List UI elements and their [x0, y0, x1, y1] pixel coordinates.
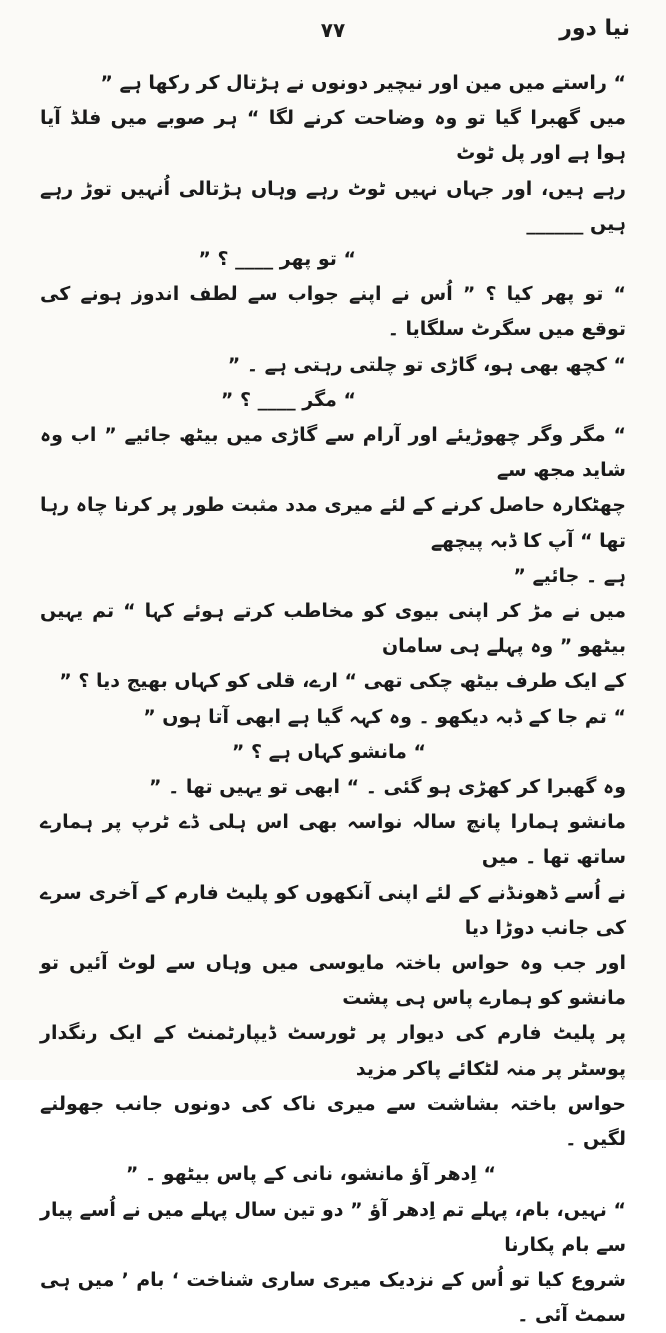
story-text — [40, 66, 626, 1333]
text-line-20: حواس باختہ بشاشت سے میری ناک کی دونوں جانب جھولنے لگیں ۔ — [40, 1092, 626, 1151]
text-line-14: “ مانشو کہاں ہے ؟ ” — [231, 740, 426, 763]
text-line-10: ہے ۔ جائیے ” — [513, 564, 626, 587]
text-line-6: “ کچھ بھی ہو، گاڑی تو چلتی رہتی ہے ۔ ” — [227, 353, 626, 376]
text-line-15: وہ گھبرا کر کھڑی ہو گئی ۔ “ ابھی تو یہیں تھا ۔ ” — [148, 776, 626, 799]
text-line-1: “ راستے میں مین اور نیچیر دونوں نے ہڑتال کر رکھا ہے ” — [100, 72, 626, 94]
text-line-3: رہے ہیں، اور جہاں نہیں ٹوٹ رہے وہاں ہڑتالی اُنہیں توڑ رہے ہیں ______ — [40, 177, 626, 235]
text-line-11: میں نے مڑ کر اپنی بیوی کو مخاطب کرتے ہوئے کہا “ تم یہیں بیٹھو ” وہ پہلے ہی سامان — [40, 600, 626, 658]
page-header — [36, 16, 630, 50]
text-line-19: پر پلیٹ فارم کی دیوار پر ٹورسٹ ڈیپارٹمنٹ کے ایک رنگدار پوسٹر پر منہ لٹکائے پاکر مزید — [40, 1022, 626, 1080]
text-line-8: “ مگر وگر چھوڑیئے اور آرام سے گاڑی میں بیٹھ جائیے ” اب وہ شاید مجھ سے — [40, 424, 626, 482]
text-line-4: “ تو پھر ____ ؟ ” — [198, 248, 356, 271]
text-line-12: کے ایک طرف بیٹھ چکی تھی “ ارے، قلی کو کہاں بھیج دیا ؟ ” — [59, 670, 626, 693]
text-line-21: “ اِدھر آؤ مانشو، نانی کے پاس بیٹھو ۔ ” — [125, 1163, 496, 1186]
text-line-18: اور جب وہ حواس باختہ مایوسی میں وہاں سے لوٹ آئیں تو مانشو کو ہمارے پاس ہی پشت — [40, 952, 626, 1010]
text-line-2: میں گھبرا گیا تو وہ وضاحت کرنے لگا “ ہر صوبے میں فلڈ آیا ہوا ہے اور پل ٹوٹ — [40, 107, 626, 165]
text-line-5: “ تو پھر کیا ؟ ” اُس نے اپنے جواب سے لطف اندوز ہونے کی توقع میں سگرٹ سلگایا ۔ — [40, 283, 626, 341]
running-header-title: نیا دور — [559, 16, 630, 41]
text-line-7: “ مگر ____ ؟ ” — [220, 388, 356, 411]
page-number: ۷۷ — [320, 18, 346, 42]
text-line-9: چھٹکارہ حاصل کرنے کے لئے میری مدد مثبت طور پر کرنا چاہ رہا تھا “ آپ کا ڈبہ پیچھے — [40, 494, 626, 552]
text-line-17: نے اُسے ڈھونڈنے کے لئے اپنی آنکھوں کو پلیٹ فارم کے آخری سرے کی جانب دوڑا دیا — [40, 881, 626, 939]
text-line-22: “ نہیں، بام، پہلے تم اِدھر آؤ ” دو تین سال پہلے میں نے اُسے پیار سے بام پکارنا — [40, 1198, 626, 1256]
text-line-13: “ تم جا کے ڈبہ دیکھو ۔ وہ کہہ گیا ہے ابھی آتا ہوں ” — [143, 705, 626, 728]
text-line-23: شروع کیا تو اُس کے نزدیک میری ساری شناخت ‘ بام ’ میں ہی سمٹ آئی ۔ — [40, 1268, 626, 1327]
text-line-16: مانشو ہمارا پانچ سالہ نواسہ بھی اس ہلی ڈے ٹرپ پر ہمارے ساتھ تھا ۔ میں — [40, 811, 626, 869]
